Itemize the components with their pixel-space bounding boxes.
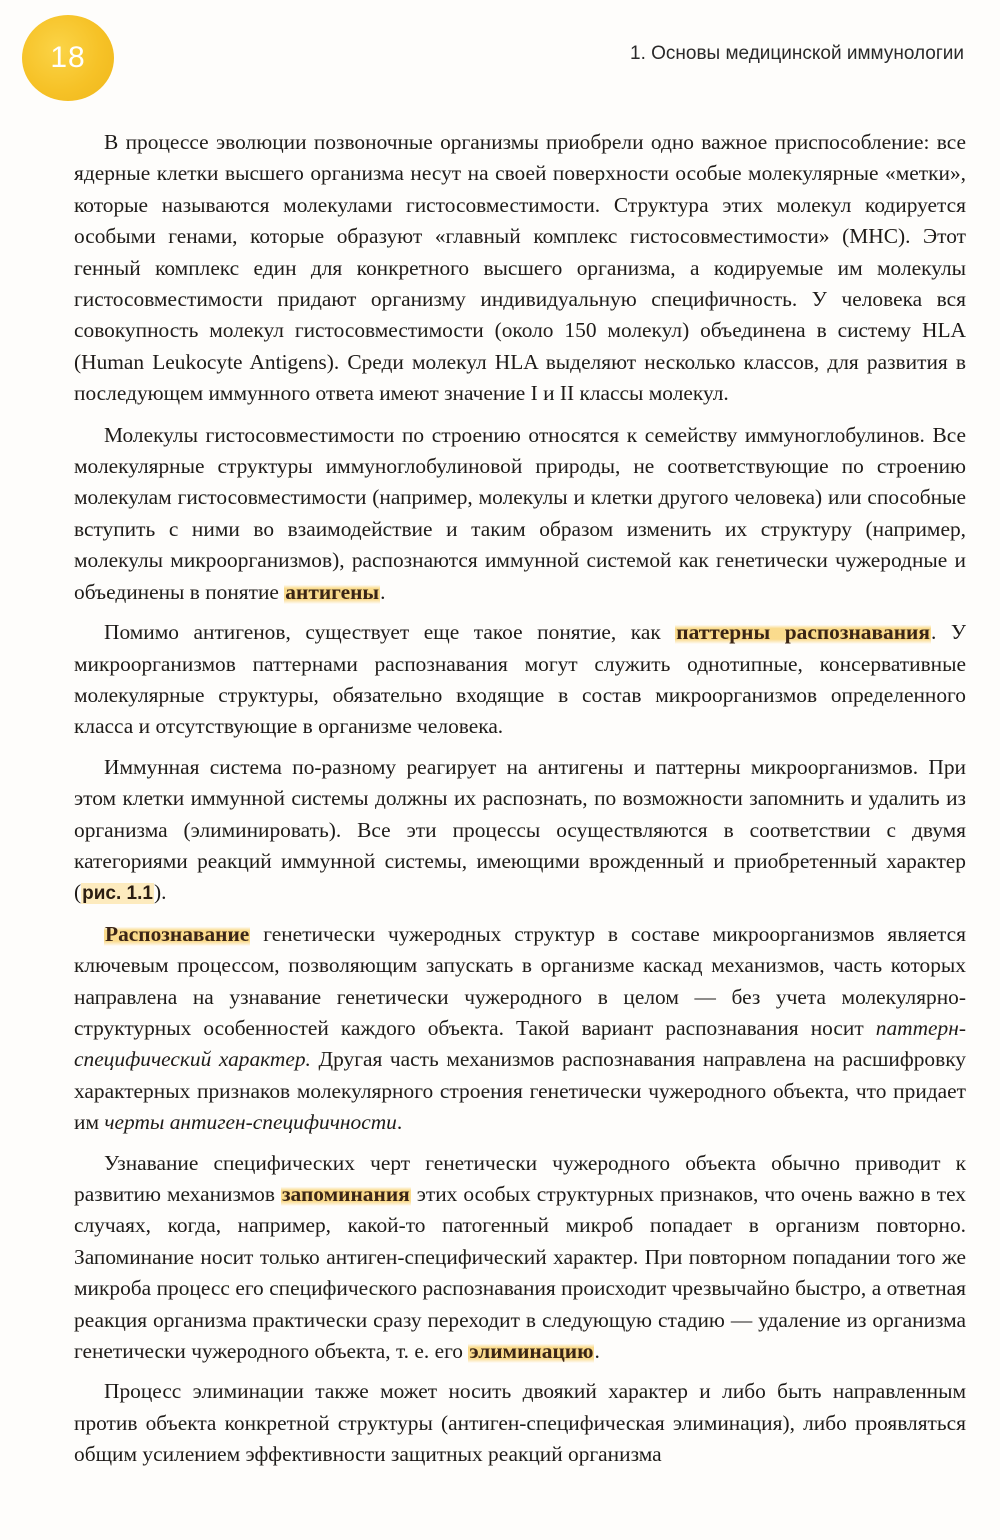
paragraph-6: Узнавание специфических черт генетически чужеродного объекта обычно приводит к развитию механизмов запоминания этих особых структурных признаков, что очень важно в тех случаях, когда, например, какой-то патогенный микроб попадает в организм повторно. Запоминание носит только антиген-специфический характер. При повторном попадании того же микроба процесс его специфического распознавания происходит чрезвычайно быстро, а ответная реакция организма практически сразу переходит в следующую стадию — удаление из организма генетически чужеродного объекта, т. е. его элиминацию. — [74, 1150, 966, 1364]
paragraph-5: Распознавание генетически чужеродных структур в составе микроорганизмов является ключевым процессом, позволяющим запускать в организме каскад механизмов, часть которых направлена на узнавание генетически чужеродного в целом — без учета молекулярно-структурных особенностей каждого объекта. Такой вариант распознавания носит паттерн-специфический характер. Другая часть механизмов распознавания направлена на расшифровку характерных признаков молекулярного строения генетически чужеродного объекта, что придает им черты антиген-специфичности. — [74, 921, 966, 1135]
term-recognition-patterns: паттерны распознавания — [676, 620, 930, 645]
paragraph-7: Процесс элиминации также может носить двоякий характер и либо быть направленным против объекта конкретной структуры (антиген-специфическая элиминация), либо проявляться общим усилением эффективности защитных реакций организма — [74, 1379, 966, 1467]
paragraph-5-text: генетически чужеродных структур в составе микроорганизмов является ключевым процессом, позволяющим запускать в организме каскад механизмов, часть которых направлена на узнавание генетически чужеродного в целом — без учета молекулярно-структурных особенностей каждого объекта. Такой вариант распознавания носит — [74, 921, 966, 1040]
paragraph-6-text-2: этих особых структурных признаков, что очень важно в тех случаях, когда, например, какой-то патогенный микроб попадает в организм повторно. Запоминание носит только антиген-специфический характер. При повторном попадании того же микроба процесс его специфического распознавания происходит чрезвычайно быстро, а ответная реакция организма практически сразу переходит в следующую стадию — удаление из организма генетически чужеродного объекта, т. е. его — [74, 1182, 966, 1364]
italic-pattern-specific: паттерн-специфический характер. — [74, 1015, 966, 1072]
paragraph-1: В процессе эволюции позвоночные организмы приобрели одно важное приспособление: все ядерные клетки высшего организма несут на своей поверхности особые молекулярные «метки», которые называются молекулами гистосовместимости. Структура этих молекул кодируется особыми генами, которые образуют «главный комплекс гистосовместимости» (MHC). Этот генный комплекс един для конкретного высшего организма, а кодируемые им молекулы гистосовместимости придают организму индивидуальную специфичность. У человека вся совокупность молекул гистосовместимости (около 150 молекул) объединена в систему HLA (Human Leukocyte Antigens). Среди молекул HLA выделяют несколько классов, для развития в последующем иммунного ответа имеют значение I и II классы молекул. — [74, 130, 966, 406]
paragraph-2: Молекулы гистосовместимости по строению относятся к семейству иммуноглобулинов. Все молекулярные структуры иммуноглобулиновой природы, не соответствующие по строению молекулам гистосовместимости (например, молекулы и клетки другого человека) или способные вступить с ними во взаимодействие и таким образом изменить их структуру (например, молекулы микроорганизмов), распознаются иммунной системой как генетически чужеродные и объединены в понятие антигены. — [74, 422, 966, 604]
running-head: 1. Основы медицинской иммунологии — [630, 43, 964, 64]
paragraph-2-text: Молекулы гистосовместимости по строению относятся к семейству иммуноглобулинов. Все молекулярные структуры иммуноглобулиновой природы, не соответствующие по строению молекулам гистосовместимости (например, молекулы и клетки другого человека) или способные вступить с ними во взаимодействие и таким образом изменить их структуру (например, молекулы микроорганизмов), распознаются иммунной системой как генетически чужеродные и объединены в понятие — [74, 422, 966, 604]
paragraph-5-text-2: Другая часть механизмов распознавания направлена на расшифровку характерных признаков молекулярного строения генетически чужеродного объекта, что придает им — [74, 1047, 966, 1135]
paragraph-6-text: Узнавание специфических черт генетически чужеродного объекта обычно приводит к развитию механизмов — [74, 1150, 966, 1206]
paragraph-3-text: Помимо антигенов, существует еще такое понятие, как — [104, 620, 661, 645]
term-elimination: элиминацию — [469, 1339, 594, 1364]
paragraph-4-text: Иммунная система по-разному реагирует на антигены и паттерны микроорганизмов. При этом клетки иммунной системы должны их распознать, по возможности запомнить и удалить из организма (элиминировать). Все эти процессы осуществляются в соответствии с двумя категориями реакций иммунной системы, имеющими врожденный и приобретенный характер ( — [74, 754, 966, 905]
page-body — [74, 127, 966, 1480]
italic-antigen-specificity: черты антиген-специфичности — [104, 1110, 397, 1135]
paragraph-3: Помимо антигенов, существует еще такое понятие, как паттерны распознавания. У микроорганизмов паттернами распознавания могут служить однотипные, консервативные молекулярные структуры, обязательно входящие в состав микроорганизмов определенного класса и отсутствующие в организме человека. — [74, 620, 966, 739]
paragraph-4: Иммунная система по-разному реагирует на антигены и паттерны микроорганизмов. При этом клетки иммунной системы должны их распознать, по возможности запомнить и удалить из организма (элиминировать). Все эти процессы осуществляются в соответствии с двумя категориями реакций иммунной системы, имеющими врожденный и приобретенный характер (рис. 1.1). — [74, 754, 966, 905]
term-antigens: антигены — [285, 579, 380, 604]
figure-reference-link[interactable]: рис. 1.1 — [82, 883, 153, 905]
term-memorization: запоминания — [281, 1182, 410, 1206]
term-recognition: Распознавание — [105, 921, 250, 946]
page-number: 18 — [50, 41, 86, 74]
paragraph-3-rest: У микроорганизмов паттернами распознавания могут служить однотипные, консервативные молекулярные структуры, обязательно входящие в состав микроорганизмов определенного класса и отсутствующие в организме человека. — [74, 620, 966, 739]
page-number-badge — [22, 15, 114, 101]
